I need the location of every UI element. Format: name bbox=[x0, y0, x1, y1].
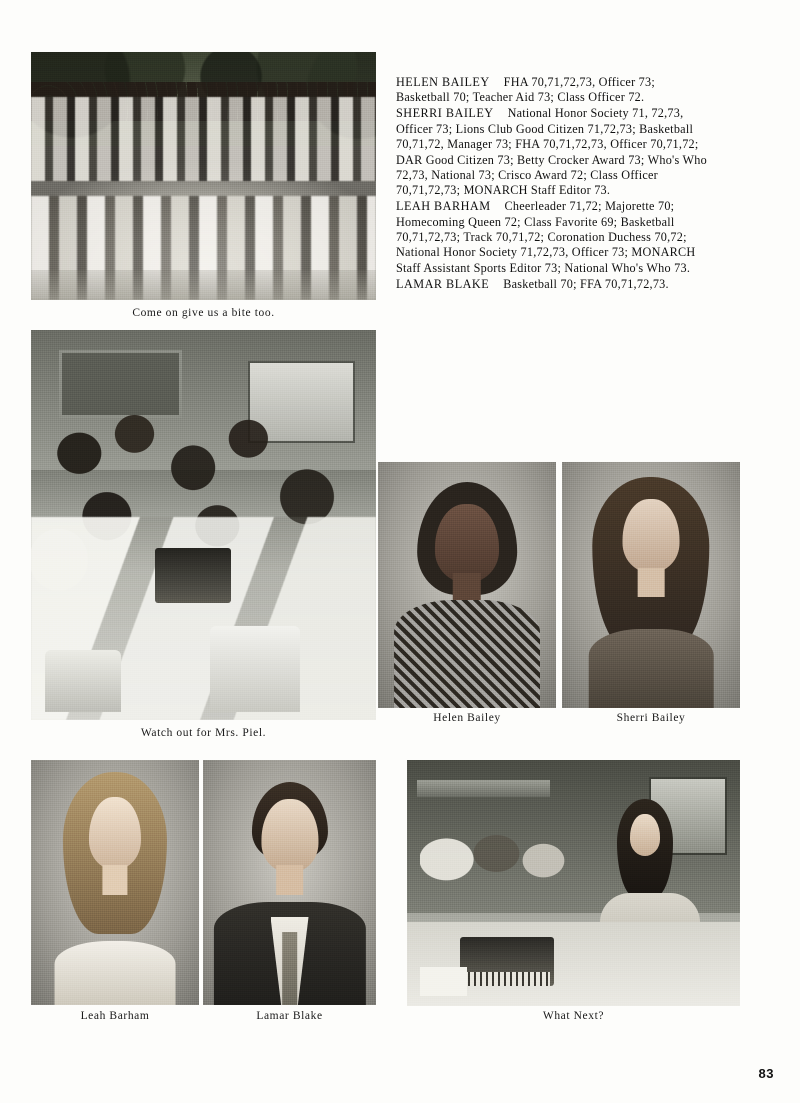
helen-bailey-portrait bbox=[378, 462, 556, 708]
leah-barham-portrait bbox=[31, 760, 199, 1005]
entry-activities: FHA 70,71,72,73, Officer 73; Basketball 70; Teacher Aid 73; Class Officer 72. bbox=[396, 75, 655, 105]
entry-name: SHERRI BAILEY bbox=[396, 106, 494, 121]
classroom-photo bbox=[31, 330, 376, 720]
chair-front-left bbox=[45, 650, 121, 712]
entry-name: LAMAR BLAKE bbox=[396, 276, 490, 291]
neck bbox=[638, 568, 665, 598]
sherri-bailey-portrait bbox=[562, 462, 740, 708]
neck bbox=[453, 573, 481, 603]
ground bbox=[31, 270, 376, 300]
classroom-photo-caption: Watch out for Mrs. Piel. bbox=[140, 727, 267, 739]
entry-name: HELEN BAILEY bbox=[396, 75, 490, 89]
typing-office-photo bbox=[407, 760, 740, 1006]
student-face bbox=[630, 814, 660, 856]
helen-bailey-caption: Helen Bailey bbox=[433, 712, 501, 724]
necktie bbox=[282, 932, 298, 1006]
activities-text-column bbox=[396, 75, 712, 293]
lamar-blake-portrait bbox=[203, 760, 376, 1005]
face bbox=[623, 499, 680, 573]
desk-clutter bbox=[420, 824, 567, 883]
paper-stack bbox=[420, 967, 467, 997]
face bbox=[435, 504, 499, 583]
back-row-students bbox=[31, 97, 376, 181]
neck bbox=[102, 865, 127, 894]
entry-activities: Cheerleader 71,72; Majorette 70; Homecoming Queen 72; Class Favorite 69; Basketball 70,71,72,73; Track 70,71,72; Coronation Duchess 70,72; National Honor Society 71,72,73, Officer 73; MONARCH Staff Assistant Sports Editor 73; National Who's Who 73. bbox=[396, 199, 696, 275]
clothing bbox=[394, 600, 540, 708]
student-entry-leah-barham bbox=[396, 199, 712, 276]
page-number: 83 bbox=[758, 1066, 774, 1081]
typing-office-caption: What Next? bbox=[542, 1010, 605, 1022]
clothing bbox=[589, 629, 714, 708]
student-entry-lamar-blake bbox=[396, 277, 712, 292]
face bbox=[261, 799, 318, 873]
student-entry-helen-bailey bbox=[396, 75, 712, 106]
leah-barham-caption: Leah Barham bbox=[80, 1010, 150, 1022]
lamar-blake-caption: Lamar Blake bbox=[256, 1010, 323, 1022]
face bbox=[89, 797, 141, 871]
chair-front-right bbox=[210, 626, 300, 712]
sherri-bailey-caption: Sherri Bailey bbox=[616, 712, 686, 724]
shelf bbox=[417, 780, 550, 797]
neck bbox=[276, 865, 304, 894]
typewriter bbox=[155, 548, 231, 603]
group-photo-caption: Come on give us a bite too. bbox=[132, 307, 275, 319]
student-entry-sherri-bailey bbox=[396, 106, 712, 198]
clothing bbox=[55, 941, 176, 1005]
entry-activities: Basketball 70; FFA 70,71,72,73. bbox=[503, 276, 669, 291]
group-photo bbox=[31, 52, 376, 300]
typewriter-keys bbox=[464, 972, 551, 987]
entry-activities: National Honor Society 71, 72,73, Officer 73; Lions Club Good Citizen 71,72,73; Basketball 70,71,72, Manager 73; FHA 70,71,72,73, Officer 70,71,72; DAR Good Citizen 73; Betty Crocker Award 73; Who's Who 72,73, National 73; Crisco Award 72; Class Officer 70,71,72,73; MONARCH Staff Editor 73. bbox=[396, 106, 707, 198]
entry-name: LEAH BARHAM bbox=[396, 199, 491, 214]
